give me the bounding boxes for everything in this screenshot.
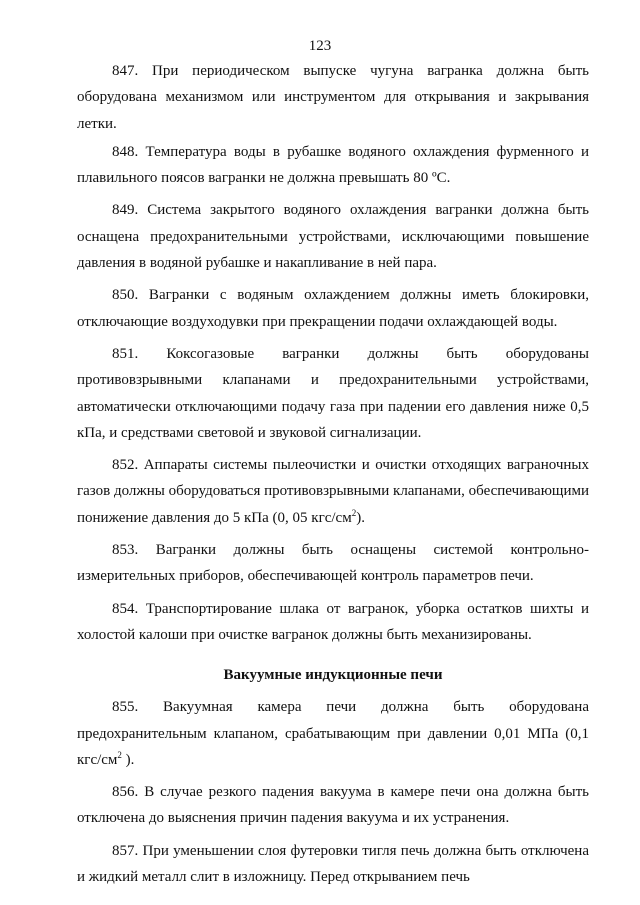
paragraph-854: 854. Транспортирование шлака от вагранок, уборка остатков шихты и холостой калоши при очистке вагранок должны быть механизированы.: [77, 600, 589, 643]
paragraph-848: 848. Температура воды в рубашке водяного охлаждения фурменного и плавильного поясов вагранки не должна превышать 80 ºС.: [77, 143, 589, 187]
superscript-2: 2: [351, 507, 357, 518]
paragraph-855: [77, 694, 589, 773]
paragraph-857: 857. При уменьшении слоя футеровки тигля печь должна быть отключена и жидкий металл слит в изложницу. Перед открыванием печь: [77, 842, 589, 886]
page-number: 123: [308, 38, 332, 54]
paragraph-855-tail: ).: [121, 751, 135, 768]
paragraph-847: 847. При периодическом выпуске чугуна вагранка должна быть оборудована механизмом или инструментом для открывания и закрывания летки.: [77, 63, 589, 132]
paragraph-853: 853. Вагранки должны быть оснащены системой контрольно-измерительных приборов, обеспечивающей контроль параметров печи.: [77, 542, 589, 585]
paragraph-856: 856. В случае резкого падения вакуума в камере печи она должна быть отключена до выяснения причин падения вакуума и их устранения.: [77, 784, 589, 827]
paragraph-849: 849. Система закрытого водяного охлаждения вагранки должна быть оснащена предохранительными устройствами, исключающими повышение давления в водяной рубашке и накапливание в ней пара.: [77, 202, 589, 272]
paragraph-851: 851. Коксогазовые вагранки должны быть оборудованы противовзрывными клапанами и предохранительными устройствами, автоматически отключающими подачу газа при падении его давления ниже 0,5 кПа, и средствами световой и звуковой сигнализации.: [77, 345, 589, 441]
paragraph-852-text: 852. Аппараты системы пылеочистки и очистки отходящих ваграночных газов должны оборудоваться противовзрывными клапанами, обеспечивающими понижение давления до 5 кПа (0, 05 кгс/см: [77, 457, 590, 526]
paragraph-855-text: 855. Вакуумная камера печи должна быть оборудована предохранительным клапаном, срабатывающим при давлении 0,01 МПа (0,1 кгс/см: [77, 699, 589, 768]
document-body: [77, 58, 589, 896]
paragraph-852: [77, 452, 589, 531]
superscript-2: 2: [117, 749, 122, 760]
paragraph-852-tail: ).: [356, 509, 365, 526]
paragraph-850: 850. Вагранки с водяным охлаждением должны иметь блокировки, отключающие воздуходувки при прекращении подачи охлаждающей воды.: [77, 287, 589, 330]
section-heading: Вакуумные индукционные печи: [223, 667, 443, 684]
